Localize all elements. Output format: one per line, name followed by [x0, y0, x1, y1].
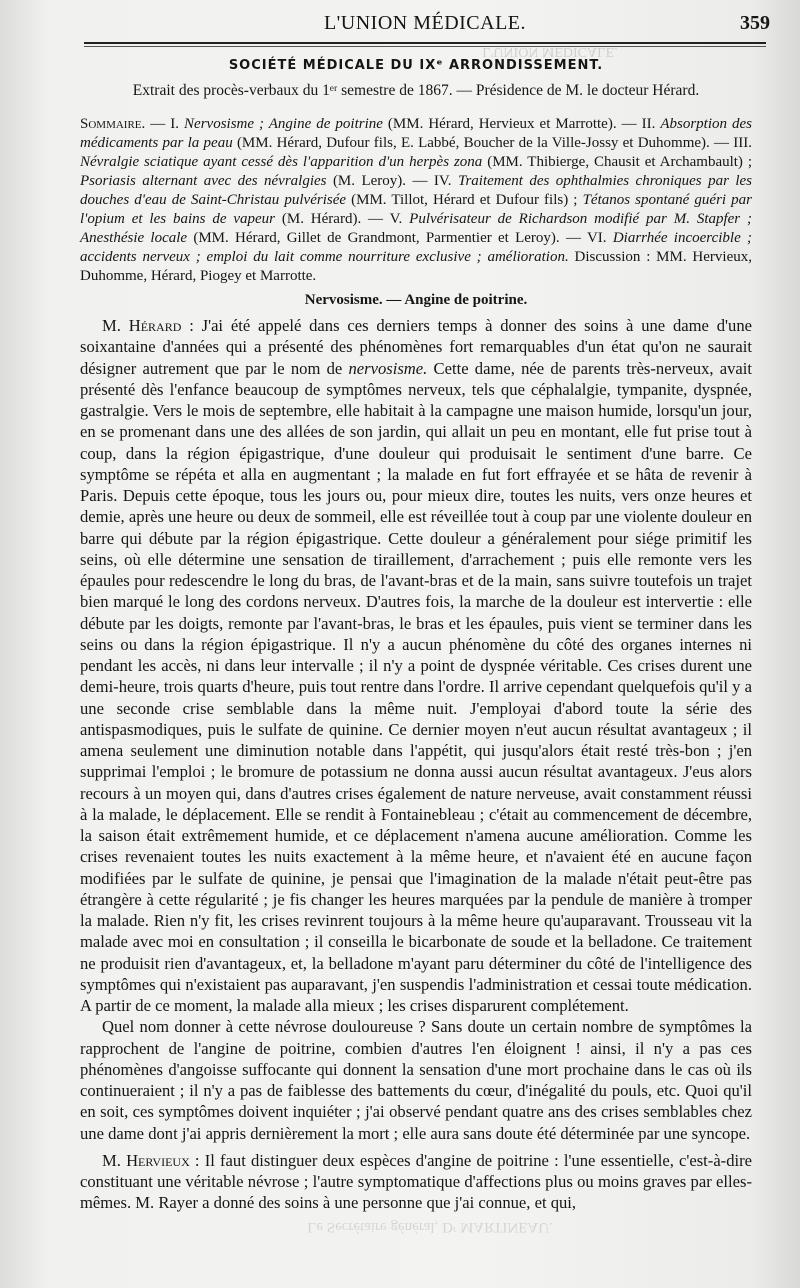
section-title: SOCIÉTÉ MÉDICALE DU IXᵉ ARRONDISSEMENT. — [228, 58, 604, 73]
summary-run: Absorption des médicaments par la peau — [80, 116, 753, 151]
summary-run: Pulvérisateur de Richardson modifié par M. Stapfer ; Anesthésie locale — [80, 211, 752, 246]
paragraph — [80, 1016, 752, 1144]
summary-run: Nervosisme ; Angine de poitrine — [184, 116, 383, 132]
summary-block — [80, 115, 752, 286]
paragraph-run: Quel nom donner à cette névrose douloureuse ? Sans doute un certain nombre de symptômes la rapprochent de l'angine de poitrine, combien d'autres l'en éloignent ! ainsi, il n'y a pas ces phénomènes d'angoisse suffocante qui donnent la sensation d'une mort prochaine dans le cas où ils continueraient ; il n'y a pas de faiblesse des battements du cœur, d'inégalité du pouls, etc. Quoi qu'il en soit, ces symptômes doivent inquiéter ; j'ai observé pendant quatre ans des crises semblables chez une dame dont j'ai appris dernièrement la mort ; elle aura sans doute été déterminée par une syncope. — [80, 1017, 752, 1143]
sub-title: Nervosisme. — Angine de poitrine. — [304, 292, 528, 308]
page-number: 359 — [740, 12, 770, 34]
paragraph-run: Cette dame, née de parents très-nerveux, avait présenté dès l'enfance beaucoup de symptômes nerveux, tels que céphalalgie, tympanite, dyspnée, gastralgie. Vers le mois de septembre, elle habitait à la campagne une maison humide, lorsqu'un jour, en se promenant dans une des allées de son jardin, qui allait un peu en montant, elle fut prise tout à coup, dans la région épigastrique, d'une douleur qui produisait le sentiment d'une barre. Ce symptôme se répéta et alla en augmentant ; la malade en fut fort effrayée et se hâta de revenir à Paris. Depuis cette époque, tous les jours ou, pour mieux dire, toutes les nuits, vers onze heures et demie, après une heure ou deux de sommeil, elle est réveillée tout à coup par une violente douleur en barre qui débute par la région épigastrique. Cette douleur a généralement pour siége primitif les seins, où elle détermine une sensation de tiraillement, d'arrachement ; puis elle remonte vers les épaules pour redescendre le long du bras, de l'avant-bras et de la main, sans suivre toutefois un trajet bien marqué le long des cordons nerveux. D'autres fois, la marche de la douleur est intervertie : elle débute par les doigts, remonte par l'avant-bras, le bras et les épaules, puis vient se terminer dans les seins ou dans la région épigastrique. Il n'y a aucun phénomène du côté des organes internes ni pendant les accès, ni dans leur intervalle ; il n'y a point de dyspnée véritable. Ces crises durent une demi-heure, trois quarts d'heure, puis tout rentre dans l'ordre. Il arrive cependant quelquefois qu'il y a une seconde crise semblable dans la même nuit. J'employai d'abord toute la série des antispasmodiques, puis le sulfate de quinine. Ce dernier moyen n'eut aucun résultat avantageux ; il amena seulement une diminution notable dans l'appétit, qui jusqu'alors était resté très-bon ; j'en supprimai l'emploi ; le bromure de potassium ne donna aussi aucun résultat avantageux. J'eus alors recours à un moyen qui, dans d'autres crises également de nature nerveuse, avait constamment réussi à la malade, le déplacement. Elle se rendit à Fontainebleau ; c'était au commencement de décembre, la saison était extrêmement humide, et ce déplacement n'amena aucune amélioration. Comme les crises revenaient toutes les nuits exactement à la même heure, et n'avaient été en aucune façon modifiées par le sulfate de quinine, je pensai que l'imagination de la malade n'était peut-être pas étrangère à cette régularité ; je fis changer les heures marquées par la pendule de manière à tromper la malade. Rien n'y fit, les crises revinrent toujours à la même heure qu'auparavant. Trousseau vit la malade avec moi en consultation ; il conseilla le bicarbonate de soude et la belladone. Ce traitement ne produisit rien d'avantageux, et, la belladone m'ayant paru déterminer du côté de l'intelligence des symptômes qui n'existaient pas auparavant, j'en suspendis l'administration et cessai toute médication. A partir de ce moment, la malade alla mieux ; les crises disparurent complétement. — [80, 358, 752, 1015]
paragraph — [80, 315, 752, 1016]
summary-run: Traitement des ophthalmies chroniques par les douches d'eau de Saint-Christau pulvérisée — [80, 173, 752, 208]
summary-run: (MM. Tillot, Hérard et Dufour fils) ; — [346, 192, 583, 208]
paragraph-run: M. Hervieux — [102, 1150, 190, 1170]
paragraph-run: : J'ai été appelé dans ces derniers temps à donner des soins à une dame d'une soixantaine d'années qui a présenté des phénomènes fort remarquables d'un état qu'on ne saurait désigner autrement que par le nom de — [80, 316, 752, 378]
paragraph — [80, 1150, 752, 1214]
extract-line: Extrait des procès-verbaux du 1ᵉʳ semestre de 1867. — Présidence de M. le docteur Hérard. — [132, 82, 700, 99]
bleed-through-header: L'UNION MÉDICALE. — [482, 44, 618, 59]
paragraph-run: M. Hérard — [102, 316, 182, 335]
article-body — [80, 58, 752, 1214]
bleed-through-footer: Le Secrétaire général, Dʳ MARTINEAU. — [307, 1219, 553, 1235]
summary-run: (MM. Hérard, Hervieux et Marrotte). — II. — [382, 116, 661, 132]
page-header — [80, 12, 770, 42]
summary-run: Diarrhée incoercible ; accidents nerveux ; emploi du lait comme nourriture exclusive ; amélioration. — [80, 230, 752, 265]
summary-run: Tétanos spontané guéri par l'opium et les bains de vapeur — [80, 192, 752, 227]
paragraph-run: : Il faut distinguer deux espèces d'angine de poitrine : l'une essentielle, c'est-à-dire constituant une véritable névrose ; l'autre symptomatique d'affections plus ou moins graves par elles-mêmes. M. Rayer a donné des soins à une personne que j'ai connue, et qui, — [80, 1150, 753, 1213]
running-title: L'UNION MÉDICALE. — [323, 12, 527, 34]
summary-run: Sommaire. — [80, 116, 146, 132]
summary-run: Psoriasis alternant avec des névralgies — [80, 173, 327, 189]
summary-run: (M. Leroy). — IV. — [326, 173, 458, 189]
header-rule — [84, 42, 766, 44]
header-rule-thin — [84, 46, 766, 47]
summary-run: Névralgie sciatique ayant cessé dès l'apparition d'un herpès zona — [80, 154, 483, 170]
summary-run: (MM. Hérard, Gillet de Grandmont, Parmentier et Leroy). — VI. — [187, 230, 613, 246]
summary-run: — I. — [145, 116, 185, 132]
summary-run: Discussion : MM. Hervieux, Duhomme, Hérard, Piogey et Marrotte. — [80, 249, 752, 284]
paragraphs — [80, 315, 752, 1214]
summary-run: (M. Hérard). — V. — [275, 211, 410, 227]
paragraph-run: nervosisme. — [348, 358, 428, 378]
summary-run: (MM. Hérard, Dufour fils, E. Labbé, Boucher de la Ville-Jossy et Duhomme). — III. — [232, 135, 752, 151]
summary-run: (MM. Thibierge, Chausit et Archambault) ; — [482, 154, 753, 170]
